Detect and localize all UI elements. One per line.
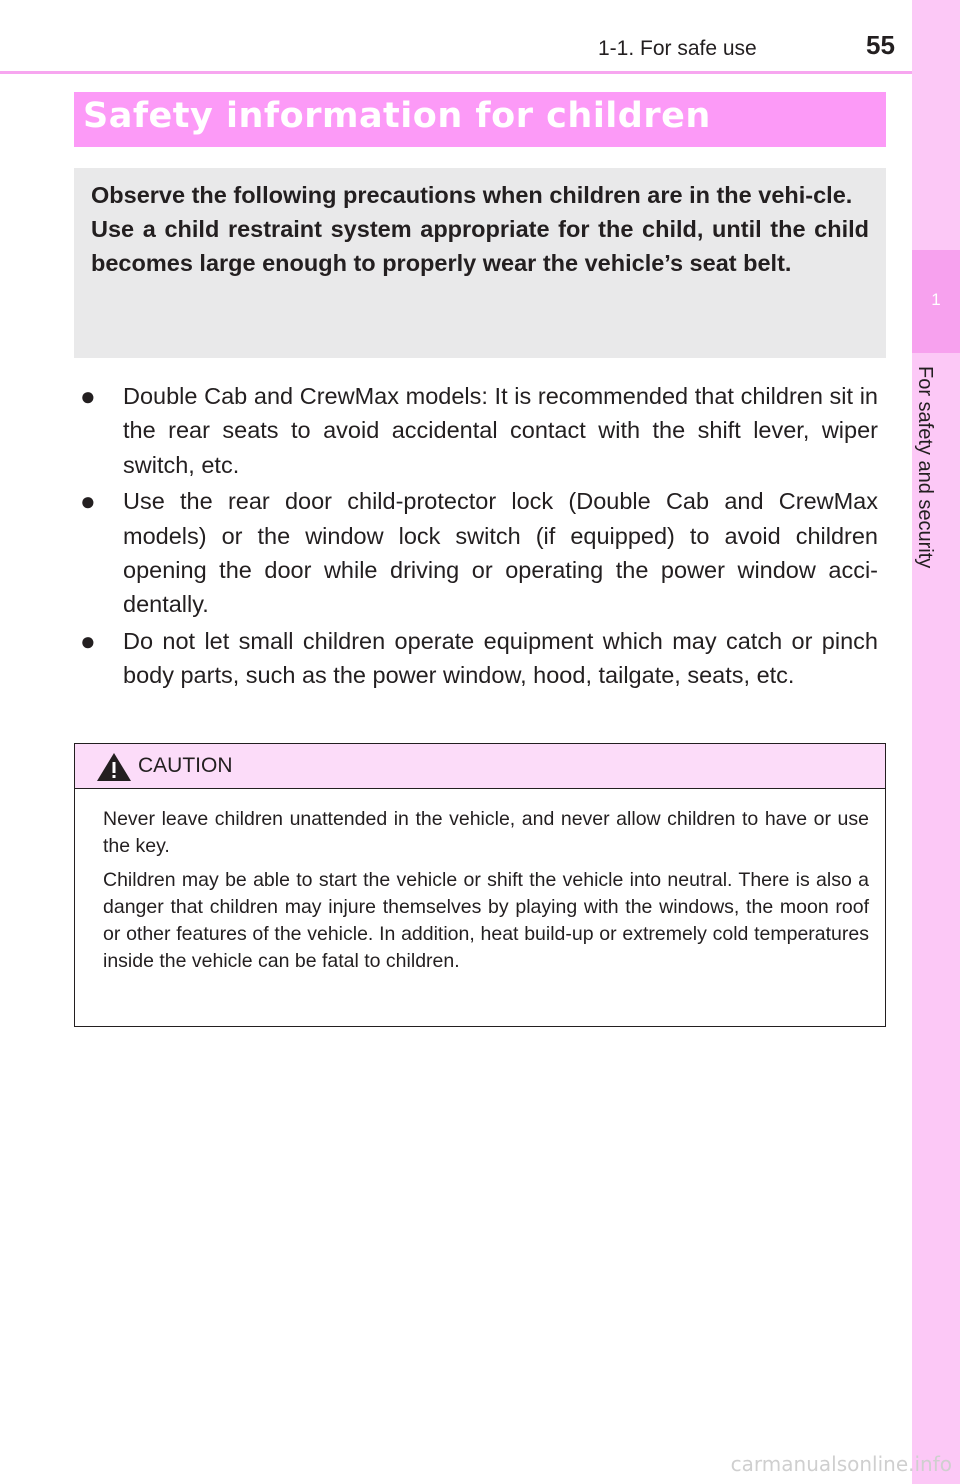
bullet-list [80, 379, 878, 695]
chapter-number: 1 [931, 290, 941, 309]
warning-triangle-icon [96, 752, 132, 782]
bullet-text: Use the rear door child-protector lock (Double Cab and CrewMax models) or the window lock switch (if equipped) to avoid children opening the door while driving or operating the power window acci-dentally. [123, 488, 878, 618]
bullet-icon: ● [80, 626, 96, 657]
bullet-item [80, 484, 878, 621]
intro-text [91, 178, 869, 280]
chapter-label: For safety and security [914, 366, 936, 569]
section-title: Safety information for children [83, 96, 711, 136]
caution-box [74, 743, 886, 1027]
bullet-text: Double Cab and CrewMax models: It is recommended that children sit in the rear seats to avoid accidental contact with the shift lever, wiper switch, etc. [123, 383, 878, 478]
watermark: carmanualsonline.info [730, 1452, 952, 1476]
caution-paragraph: Children may be able to start the vehicle or shift the vehicle into neutral. There is also a danger that children may injure themselves by playing with the windows, the moon roof or other features of the vehicle. In addition, heat build-up or extremely cold temperatures inside the vehicle can be fatal to children. [103, 869, 869, 972]
intro-paragraph: Use a child restraint system appropriate for the child, until the child becomes large enough to properly wear the vehicle’s seat belt. [91, 216, 869, 276]
bullet-icon: ● [80, 381, 96, 411]
caution-header [75, 744, 885, 789]
section-reference: 1-1. For safe use [598, 37, 757, 60]
intro-paragraph: Observe the following precautions when children are in the vehi-cle. [91, 182, 853, 208]
bullet-text: Do not let small children operate equipment which may catch or pinch body parts, such as the power window, hood, tailgate, seats, etc. [123, 628, 878, 689]
caution-paragraph: Never leave children unattended in the vehicle, and never allow children to have or use the key. [103, 808, 869, 857]
header-rule [0, 71, 912, 74]
caution-label: CAUTION [138, 754, 233, 777]
bullet-icon: ● [80, 486, 96, 517]
caution-body [103, 806, 869, 982]
bullet-item [80, 624, 878, 693]
bullet-item [80, 379, 878, 482]
chapter-tab [912, 0, 960, 1484]
page-number: 55 [866, 30, 895, 60]
